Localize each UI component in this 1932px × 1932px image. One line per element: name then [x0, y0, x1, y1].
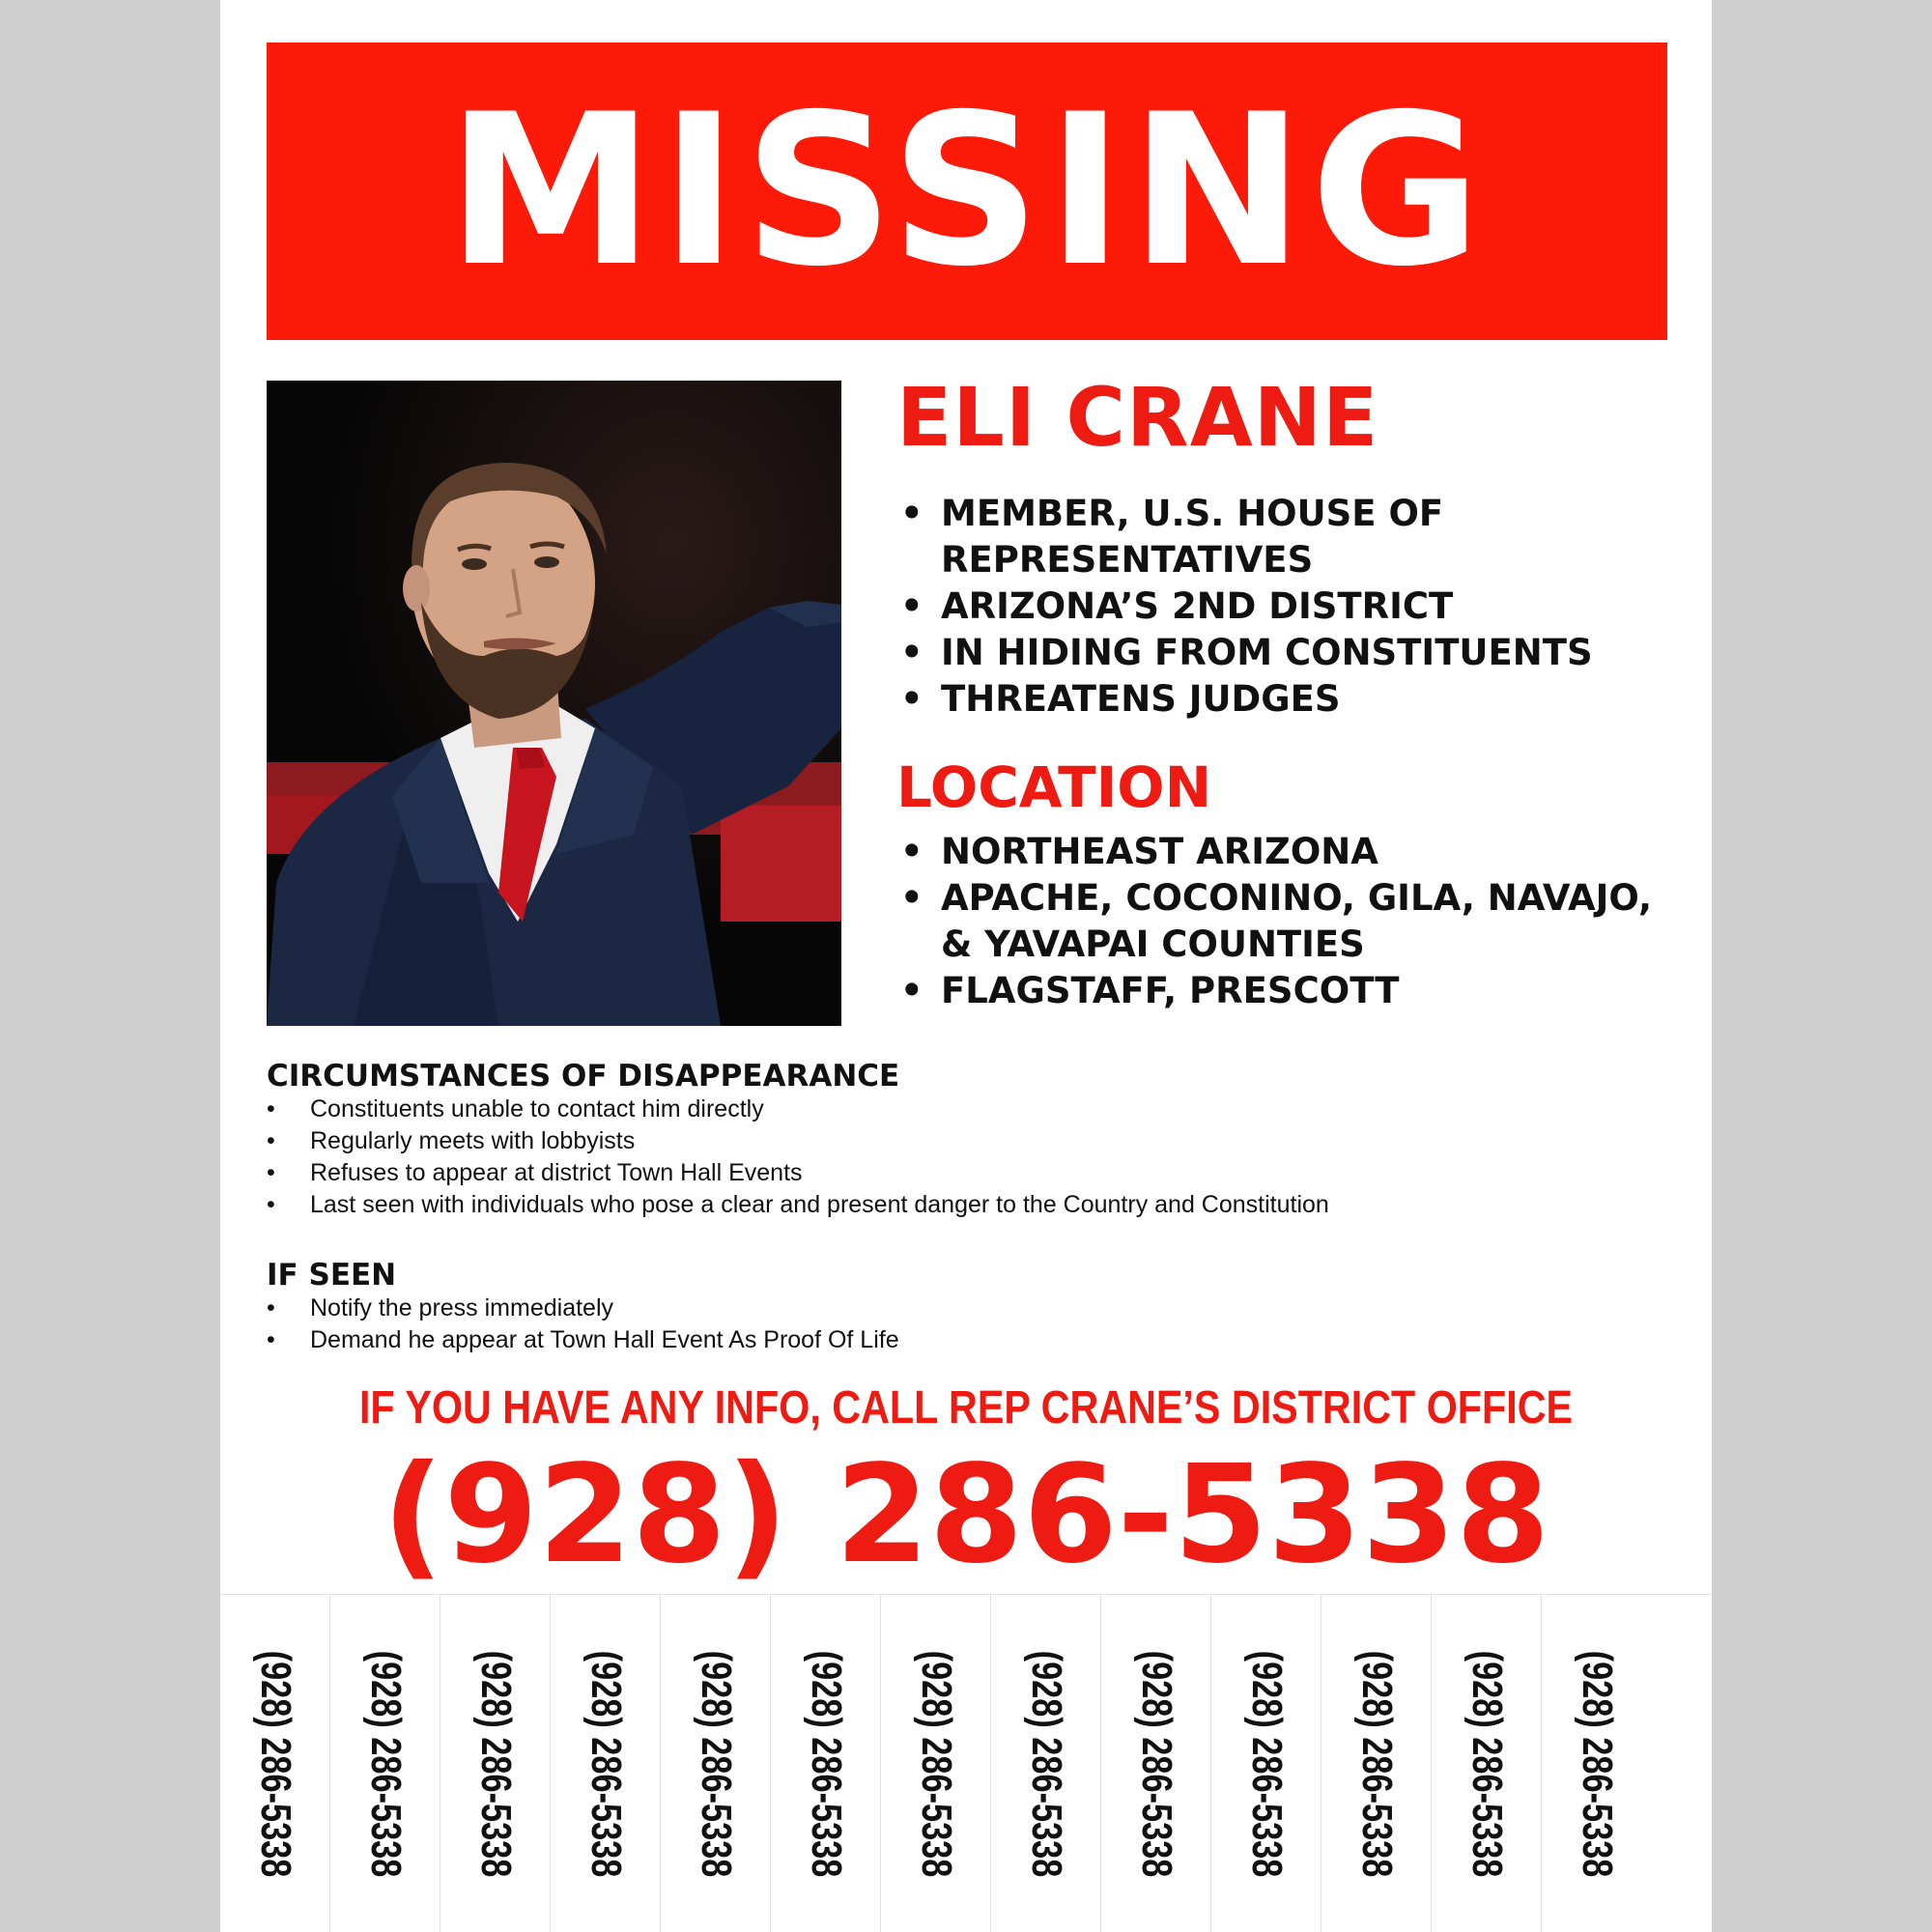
tab-phone-number: (928) 286-5338: [361, 1650, 410, 1878]
tab-phone-number: (928) 286-5338: [912, 1650, 960, 1878]
tear-off-tab[interactable]: [991, 1595, 1101, 1932]
bullet-icon: •: [900, 831, 923, 872]
list-item: • Constituents unable to contact him directly: [267, 1094, 1667, 1125]
list-item: • ARIZONA’S 2ND DISTRICT: [896, 583, 1689, 630]
portrait-illustration: [267, 381, 841, 1026]
bullet-icon: •: [900, 877, 923, 919]
tear-off-tab[interactable]: [1211, 1595, 1321, 1932]
tab-phone-number: (928) 286-5338: [1463, 1650, 1511, 1878]
bullet-icon: •: [900, 493, 923, 534]
bullet-icon: •: [267, 1191, 275, 1218]
bullet-icon: •: [267, 1127, 275, 1154]
tab-phone-number: (928) 286-5338: [471, 1650, 520, 1878]
tear-off-tab[interactable]: [771, 1595, 881, 1932]
tear-off-tab[interactable]: [330, 1595, 440, 1932]
person-details-list: [896, 491, 1689, 723]
if-seen-title: IF SEEN: [267, 1258, 397, 1293]
missing-banner: [267, 43, 1667, 340]
list-item: • THREATENS JUDGES: [896, 676, 1689, 723]
tear-off-tabs: [220, 1594, 1712, 1932]
person-name: ELI CRANE: [896, 370, 1379, 465]
if-seen-list: [267, 1293, 1667, 1356]
call-instructions: IF YOU HAVE ANY INFO, CALL REP CRANE’S DISTRICT OFFICE: [358, 1382, 1574, 1434]
missing-poster: [220, 0, 1712, 1932]
banner-title: MISSING: [446, 70, 1488, 312]
bullet-icon: •: [267, 1159, 275, 1186]
bullet-icon: •: [900, 585, 923, 627]
tear-off-tab[interactable]: [661, 1595, 771, 1932]
list-item: • MEMBER, U.S. HOUSE OF REPRESENTATIVES: [900, 493, 1444, 581]
list-item: • Last seen with individuals who pose a clear and present danger to the Country and Constitution: [267, 1189, 1667, 1221]
circumstances-section: [267, 1059, 1667, 1221]
tear-off-tab[interactable]: [220, 1595, 330, 1932]
list-item: • Demand he appear at Town Hall Event As Proof Of Life: [267, 1324, 1667, 1356]
tear-off-tab[interactable]: [1321, 1595, 1432, 1932]
portrait-photo: [267, 381, 841, 1026]
bullet-icon: •: [900, 678, 923, 720]
bullet-icon: •: [267, 1326, 275, 1353]
bullet-icon: •: [267, 1095, 275, 1122]
tab-phone-number: (928) 286-5338: [251, 1650, 299, 1878]
tear-off-tab[interactable]: [440, 1595, 551, 1932]
list-item: • IN HIDING FROM CONSTITUENTS: [896, 630, 1689, 676]
location-list: [896, 829, 1689, 1014]
tab-phone-number: (928) 286-5338: [692, 1650, 740, 1878]
location-title: LOCATION: [896, 754, 1212, 820]
tab-phone-number: (928) 286-5338: [582, 1650, 630, 1878]
list-item: • Notify the press immediately: [267, 1293, 1667, 1324]
tab-phone-number: (928) 286-5338: [802, 1650, 850, 1878]
tear-off-tab[interactable]: [881, 1595, 991, 1932]
list-item: • NORTHEAST ARIZONA: [896, 829, 1689, 875]
circumstances-list: [267, 1094, 1667, 1221]
list-item: • APACHE, COCONINO, GILA, NAVAJO, & YAVAPAI COUNTIES: [900, 877, 1653, 965]
tab-phone-number: (928) 286-5338: [1352, 1650, 1401, 1878]
tear-off-tab[interactable]: [1542, 1595, 1652, 1932]
tear-off-tab[interactable]: [551, 1595, 661, 1932]
tear-off-tab[interactable]: [1432, 1595, 1542, 1932]
tear-off-tab[interactable]: [1101, 1595, 1211, 1932]
list-item: • Refuses to appear at district Town Hall Events: [267, 1157, 1667, 1189]
tab-phone-number: (928) 286-5338: [1022, 1650, 1070, 1878]
tab-phone-number: (928) 286-5338: [1242, 1650, 1291, 1878]
list-item: • Regularly meets with lobbyists: [267, 1125, 1667, 1157]
circumstances-title: CIRCUMSTANCES OF DISAPPEARANCE: [267, 1059, 900, 1094]
bullet-icon: •: [267, 1294, 275, 1321]
person-details: [896, 370, 1689, 1014]
bullet-icon: •: [900, 970, 923, 1011]
tab-phone-number: (928) 286-5338: [1574, 1650, 1621, 1878]
if-seen-section: [267, 1258, 1667, 1356]
tab-phone-number: (928) 286-5338: [1132, 1650, 1180, 1878]
phone-number: (928) 286-5338: [382, 1436, 1550, 1594]
list-item: • FLAGSTAFF, PRESCOTT: [896, 968, 1689, 1014]
bullet-icon: •: [900, 632, 923, 673]
